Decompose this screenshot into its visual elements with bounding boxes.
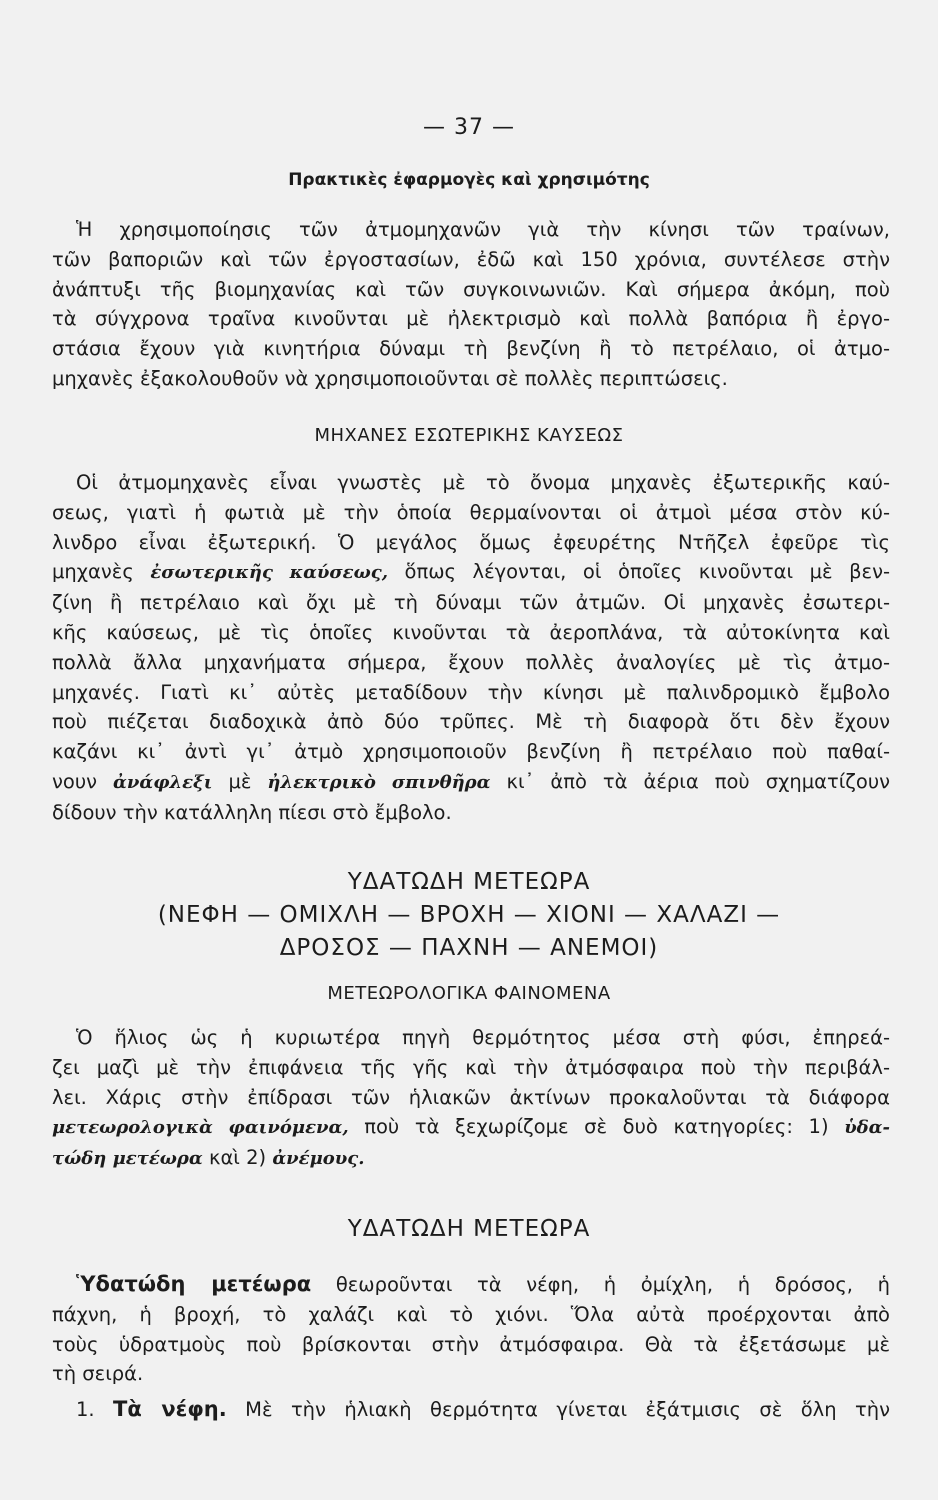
paragraph-line: μηχανές. Γιατὶ κι᾽ αὐτὲς μεταδίδουν τὴν κίνησι μὲ παλινδρομικὸ ἔμβολο <box>52 680 890 704</box>
heading-water-meteors: ΥΔΑΤΩΔΗ ΜΕΤΕΩΡΑ <box>347 1216 591 1242</box>
paragraph-internal-combustion <box>52 468 890 828</box>
paragraph-line: Οἱ ἀτμομηχανὲς εἶναι γνωστὲς μὲ τὸ ὄνομα μηχανὲς ἐξωτερικῆς καύ- <box>76 471 890 494</box>
paragraph-line: ζίνη ἢ πετρέλαιο καὶ ὄχι μὲ τὴ δύναμι τῶν ἀτμῶν. Οἱ μηχανὲς ἐσωτερι- <box>52 591 890 615</box>
paragraph-line: ποὺ πιέζεται διαδοχικὰ ἀπὸ δύο τρῦπες. Μὲ τὴ διαφορὰ ὅτι δὲν ἔχουν <box>52 710 890 734</box>
text-run: ποὺ τὰ ξεχωρίζομε σὲ δυὸ κατηγορίες: 1) <box>348 1115 845 1139</box>
paragraph-line: καζάνι κι᾽ ἀντὶ γι᾽ ἀτμὸ χρησιμοποιοῦν βενζίνη ἢ πετρέλαιο ποὺ παθαί- <box>52 740 890 764</box>
paragraph-line: τὰ σύγχρονα τραῖνα κινοῦνται μὲ ἠλεκτρισμὸ καὶ πολλὰ βαπόρια ἢ ἐργο- <box>52 307 890 331</box>
paragraph-line: τοὺς ὑδρατμοὺς ποὺ βρίσκονται στὴν ἀτμόσφαιρα. Θὰ τὰ ἐξετάσωμε μὲ <box>52 1332 890 1356</box>
emphasis-water: ὑδα- <box>844 1117 891 1139</box>
emphasis-spark: ἠλεκτρικὸ σπινθῆρα <box>267 771 491 793</box>
page-number: — 37 — <box>423 115 515 140</box>
paragraph-line: σεως, γιατὶ ἡ φωτιὰ μὲ τὴν ὁποία θερμαίνονται οἱ ἀτμοὶ μέσα στὸν κύ- <box>52 500 890 524</box>
text-run: θεωροῦνται τὰ νέφη, ἡ ὀμίχλη, ἡ δρόσος, ἡ <box>311 1273 890 1296</box>
paragraph-line <box>52 1112 890 1143</box>
paragraph-line <box>52 1395 890 1425</box>
heading-internal-combustion: ΜΗΧΑΝΕΣ ΕΣΩΤΕΡΙΚΗΣ ΚΑΥΣΕΩΣ <box>314 425 624 446</box>
heading-line: ΔΡΟΣΟΣ — ΠΑΧΝΗ — ΑΝΕΜΟΙ) <box>279 935 659 961</box>
paragraph-line <box>52 1143 890 1174</box>
paragraph-line <box>52 1270 890 1300</box>
section-title: Πρακτικὲς ἐφαρμογὲς καὶ χρησιμότης <box>288 170 650 190</box>
paragraph-water-meteors <box>52 1270 890 1425</box>
paragraph-line: πολλὰ ἄλλα μηχανήματα σήμερα, ἔχουν πολλὲς ἀναλογίες μὲ τὶς ἀτμο- <box>52 650 890 674</box>
text-run: ὅπως λέγονται, οἱ ὁποῖες κινοῦνται μὲ βεν- <box>388 560 891 584</box>
paragraph-steam-engines <box>52 215 890 394</box>
paragraph-line: Ὁ ἥλιος ὡς ἡ κυριωτέρα πηγὴ θερμότητος μέσα στὴ φύσι, ἐπηρεά- <box>76 1026 890 1049</box>
paragraph-line <box>52 767 890 798</box>
paragraph-line: τὴ σειρά. <box>52 1362 144 1386</box>
heading-line: ΥΔΑΤΩΔΗ ΜΕΤΕΩΡΑ <box>347 869 591 895</box>
paragraph-line: τῶν βαποριῶν καὶ τῶν ἐργοστασίων, ἐδῶ καὶ 150 χρόνια, συντέλεσε στὴν <box>52 247 890 271</box>
paragraph-line: λινδρο εἶναι ἐξωτερική. Ὁ μεγάλος ὅμως ἐφευρέτης Ντῆζελ ἐφεῦρε τὶς <box>52 530 890 554</box>
paragraph-line: ζει μαζὶ μὲ τὴν ἐπιφάνεια τῆς γῆς καὶ τὴν ἀτμόσφαιρα ποὺ τὴν περιβάλ- <box>52 1055 890 1079</box>
paragraph-line: πάχνη, ἡ βροχή, τὸ χαλάζι καὶ τὸ χιόνι. Ὅλα αὐτὰ προέρχονται ἀπὸ <box>52 1302 890 1326</box>
paragraph-meteorological <box>52 1023 890 1174</box>
heading-water-meteors-block <box>0 866 938 965</box>
emphasis-winds: ἀνέμους. <box>272 1148 365 1170</box>
bold-term-clouds: Τὰ νέφη. <box>113 1397 227 1422</box>
heading-meteorological-phenomena: ΜΕΤΕΩΡΟΛΟΓΙΚΑ ΦΑΙΝΟΜΕΝΑ <box>327 983 611 1004</box>
text-run: μηχανὲς <box>52 560 151 584</box>
paragraph-line: λει. Χάρις στὴν ἐπίδρασι τῶν ἡλιακῶν ἀκτίνων προκαλοῦνται τὰ διάφορα <box>52 1085 890 1109</box>
text-run: κι᾽ ἀπὸ τὰ ἀέρια ποὺ σχηματίζουν <box>490 769 891 793</box>
text-run: μὲ <box>212 769 268 793</box>
text-run: καὶ 2) <box>202 1146 273 1170</box>
paragraph-line: δίδουν τὴν κατάλληλη πίεσι στὸ ἔμβολο. <box>52 800 452 824</box>
paragraph-line: Ἡ χρησιμοποίησις τῶν ἀτμομηχανῶν γιὰ τὴν κίνησι τῶν τραίνων, <box>76 218 890 241</box>
paragraph-line <box>52 557 890 588</box>
paragraph-line: μηχανὲς ἐξακολουθοῦν νὰ χρησιμοποιοῦνται σὲ πολλὲς περιπτώσεις. <box>52 366 728 390</box>
emphasis-water-meteors: τώδη μετέωρα <box>52 1148 203 1170</box>
paragraph-line: στάσια ἔχουν γιὰ κινητήρια δύναμι τὴ βενζίνη ἢ τὸ πετρέλαιο, οἱ ἀτμο- <box>52 337 890 361</box>
text-run: Μὲ τὴν ἡλιακὴ θερμότητα γίνεται ἐξάτμισις σὲ ὅλη τὴν <box>226 1398 890 1422</box>
paragraph-line: ἀνάπτυξι τῆς βιομηχανίας καὶ τῶν συγκοινωνιῶν. Καὶ σήμερα ἀκόμη, ποὺ <box>52 277 890 301</box>
emphasis-meteorological: μετεωρολογικὰ φαινόμενα, <box>52 1117 349 1139</box>
paragraph-line: κῆς καύσεως, μὲ τὶς ὁποῖες κινοῦνται τὰ ἀεροπλάνα, τὰ αὐτοκίνητα καὶ <box>52 620 890 644</box>
bold-term-water-meteors: Ὑδατώδη μετέωρα <box>76 1272 312 1296</box>
list-number: 1. <box>76 1398 114 1422</box>
emphasis-ignition: ἀνάφλεξι <box>113 771 213 793</box>
text-run: νουν <box>52 769 114 793</box>
emphasis-internal-combustion: ἐσωτερικῆς καύσεως, <box>150 562 388 584</box>
heading-line: (ΝΕΦΗ — ΟΜΙΧΛΗ — ΒΡΟΧΗ — ΧΙΟΝΙ — ΧΑΛΑΖΙ — <box>157 902 781 928</box>
